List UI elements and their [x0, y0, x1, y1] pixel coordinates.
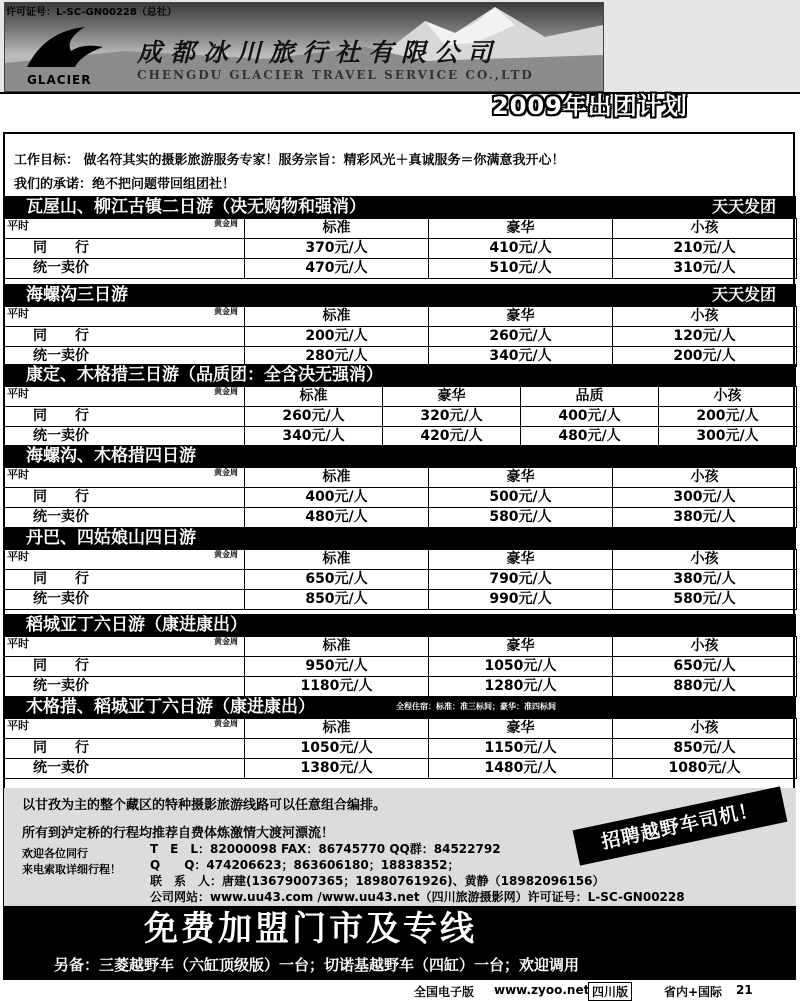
golden-week-label: 黄金周 — [214, 719, 238, 728]
unified-price-cell: 850元/人 — [245, 590, 429, 610]
price-column-header: 小孩 — [613, 219, 797, 239]
recruit-badge: 招聘越野车司机！ — [573, 786, 788, 865]
unified-label: 统一卖价 — [5, 590, 245, 610]
company-name-en: CHENGDU GLACIER TRAVEL SERVICE CO.,LTD — [137, 68, 534, 82]
tour-title-bar — [4, 196, 796, 218]
unified-price-row — [5, 759, 797, 779]
price-column-header: 标准 — [245, 550, 429, 570]
regular-period-label: 平时 — [7, 550, 29, 563]
price-column-header: 豪华 — [429, 219, 613, 239]
unified-label: 统一卖价 — [5, 259, 245, 279]
unified-price-cell: 480元/人 — [521, 427, 659, 447]
golden-week-label: 黄金周 — [214, 307, 238, 316]
unified-price-cell: 1180元/人 — [245, 677, 429, 697]
peer-price-cell: 500元/人 — [429, 488, 613, 508]
peer-price-cell: 370元/人 — [245, 239, 429, 259]
glacier-logo-icon — [25, 25, 105, 69]
unified-price-row — [5, 427, 797, 447]
join-title: 免费加盟门市及专线 — [144, 909, 477, 949]
tour-title-bar — [4, 284, 796, 306]
unified-price-cell: 420元/人 — [383, 427, 521, 447]
unified-price-cell: 480元/人 — [245, 508, 429, 528]
tour-title: 稻城亚丁六日游（康进康出） — [26, 615, 247, 635]
price-column-header: 标准 — [245, 719, 429, 739]
price-column-header: 标准 — [245, 468, 429, 488]
price-table — [4, 718, 797, 779]
price-column-header: 小孩 — [613, 468, 797, 488]
unified-price-cell: 990元/人 — [429, 590, 613, 610]
peer-price-cell: 850元/人 — [613, 739, 797, 759]
price-header-row — [5, 550, 797, 570]
price-header-row — [5, 219, 797, 239]
our-promise: 我们的承诺：绝不把问题带回组团社！ — [14, 177, 236, 192]
peer-price-row — [5, 657, 797, 677]
price-table — [4, 386, 797, 447]
tour-title: 丹巴、四姑娘山四日游 — [26, 528, 196, 548]
promo-line-2: 所有到泸定桥的行程均推荐自费体炼激情大渡河漂流！ — [22, 826, 335, 841]
footer-edition: 全国电子版 — [414, 985, 475, 999]
period-label-cell — [5, 307, 245, 327]
price-column-header: 品质 — [521, 387, 659, 407]
promo-line-1: 以甘孜为主的整个藏区的特种摄影旅游线路可以任意组合编排。 — [22, 798, 387, 813]
welcome-line-2: 来电索取详细行程！ — [22, 863, 121, 876]
price-column-header: 小孩 — [659, 387, 797, 407]
contact-qq: Q Q：474206623；863606180；18838352； — [150, 858, 460, 872]
peer-price-cell: 380元/人 — [613, 570, 797, 590]
price-column-header: 小孩 — [613, 550, 797, 570]
peer-price-cell: 300元/人 — [613, 488, 797, 508]
peer-price-cell: 200元/人 — [245, 327, 429, 347]
price-column-header: 豪华 — [429, 550, 613, 570]
unified-price-row — [5, 259, 797, 279]
peer-label: 同 行 — [5, 488, 245, 508]
price-column-header: 豪华 — [429, 637, 613, 657]
tour-title-bar — [4, 696, 796, 718]
vehicle-note: 另备：三菱越野车（六缸顶级版）一台；切诺基越野车（四缸）一台；欢迎调用 — [54, 956, 580, 974]
unified-price-cell: 1480元/人 — [429, 759, 613, 779]
regular-period-label: 平时 — [7, 637, 29, 650]
tour-frequency: 天天发团 — [711, 285, 776, 304]
price-column-header: 豪华 — [383, 387, 521, 407]
price-table — [4, 549, 797, 610]
unified-price-cell: 1280元/人 — [429, 677, 613, 697]
peer-price-cell: 400元/人 — [521, 407, 659, 427]
welcome-note — [22, 846, 121, 878]
join-banner — [4, 906, 796, 980]
peer-price-cell: 260元/人 — [245, 407, 383, 427]
peer-price-cell: 1050元/人 — [429, 657, 613, 677]
price-column-header: 标准 — [245, 307, 429, 327]
peer-price-cell: 1050元/人 — [245, 739, 429, 759]
unified-price-cell: 200元/人 — [613, 347, 797, 367]
peer-price-row — [5, 739, 797, 759]
unified-price-cell: 580元/人 — [613, 590, 797, 610]
peer-price-cell: 260元/人 — [429, 327, 613, 347]
peer-price-cell: 400元/人 — [245, 488, 429, 508]
unified-price-cell: 470元/人 — [245, 259, 429, 279]
unified-label: 统一卖价 — [5, 677, 245, 697]
price-column-header: 豪华 — [429, 468, 613, 488]
period-label-cell — [5, 719, 245, 739]
tour-title-bar — [4, 527, 796, 549]
tour-title-bar — [4, 445, 796, 467]
peer-price-cell: 320元/人 — [383, 407, 521, 427]
welcome-line-1: 欢迎各位同行 — [22, 847, 88, 860]
contact-tel: T E L：82000098 FAX：86745770 QQ群：84522792 — [150, 842, 501, 856]
price-column-header: 小孩 — [613, 719, 797, 739]
unified-price-cell: 280元/人 — [245, 347, 429, 367]
tour-title: 康定、木格措三日游（品质团：全含决无强消） — [26, 365, 383, 385]
unified-price-cell: 300元/人 — [659, 427, 797, 447]
golden-week-label: 黄金周 — [214, 550, 238, 559]
unified-price-row — [5, 508, 797, 528]
price-column-header: 小孩 — [613, 637, 797, 657]
peer-price-row — [5, 488, 797, 508]
price-table — [4, 218, 797, 279]
unified-price-cell: 310元/人 — [613, 259, 797, 279]
golden-week-label: 黄金周 — [214, 468, 238, 477]
price-table — [4, 467, 797, 528]
price-table — [4, 306, 797, 367]
tour-title: 木格措、稻城亚丁六日游（康进康出） — [26, 697, 315, 717]
footer-region: 四川版 — [588, 982, 632, 1001]
regular-period-label: 平时 — [7, 387, 29, 400]
company-name-cn: 成都冰川旅行社有限公司 — [137, 38, 501, 67]
unified-label: 统一卖价 — [5, 347, 245, 367]
contact-website: 公司网站：www.uu43.com /www.uu43.net（四川旅游摄影网）许可证号：L-SC-GN00228 — [150, 890, 685, 904]
unified-price-row — [5, 590, 797, 610]
golden-week-label: 黄金周 — [214, 387, 238, 396]
tour-title-bar — [4, 614, 796, 636]
peer-price-cell: 120元/人 — [613, 327, 797, 347]
peer-price-row — [5, 570, 797, 590]
unified-price-cell: 1080元/人 — [613, 759, 797, 779]
unified-label: 统一卖价 — [5, 508, 245, 528]
period-label-cell — [5, 550, 245, 570]
unified-price-cell: 580元/人 — [429, 508, 613, 528]
price-header-row — [5, 719, 797, 739]
regular-period-label: 平时 — [7, 307, 29, 320]
golden-week-label: 黄金周 — [214, 637, 238, 646]
page-number: 21 — [736, 983, 753, 997]
plan-title: 2009年出团计划 — [492, 92, 688, 120]
peer-price-row — [5, 327, 797, 347]
price-header-row — [5, 468, 797, 488]
price-column-header: 豪华 — [429, 307, 613, 327]
price-column-header: 标准 — [245, 637, 429, 657]
regular-period-label: 平时 — [7, 219, 29, 232]
peer-price-cell: 650元/人 — [245, 570, 429, 590]
price-column-header: 标准 — [245, 219, 429, 239]
unified-price-cell: 340元/人 — [429, 347, 613, 367]
peer-price-row — [5, 407, 797, 427]
peer-price-cell: 950元/人 — [245, 657, 429, 677]
peer-price-cell: 410元/人 — [429, 239, 613, 259]
tour-note: 全程住宿：标准：准三标间；豪华：准四标间 — [396, 702, 556, 711]
regular-period-label: 平时 — [7, 468, 29, 481]
unified-price-cell: 510元/人 — [429, 259, 613, 279]
peer-label: 同 行 — [5, 407, 245, 427]
unified-label: 统一卖价 — [5, 759, 245, 779]
footer-url[interactable]: www.zyoo.net — [494, 983, 590, 997]
tour-title: 海螺沟、木格措四日游 — [26, 446, 196, 466]
unified-price-cell: 380元/人 — [613, 508, 797, 528]
peer-label: 同 行 — [5, 239, 245, 259]
peer-label: 同 行 — [5, 739, 245, 759]
period-label-cell — [5, 468, 245, 488]
price-column-header: 豪华 — [429, 719, 613, 739]
peer-price-cell: 210元/人 — [613, 239, 797, 259]
peer-price-cell: 1150元/人 — [429, 739, 613, 759]
unified-price-cell: 340元/人 — [245, 427, 383, 447]
footer-scope: 省内+国际 — [664, 985, 723, 999]
unified-label: 统一卖价 — [5, 427, 245, 447]
peer-label: 同 行 — [5, 657, 245, 677]
peer-price-cell: 790元/人 — [429, 570, 613, 590]
peer-price-cell: 200元/人 — [659, 407, 797, 427]
golden-week-label: 黄金周 — [214, 219, 238, 228]
period-label-cell — [5, 387, 245, 407]
price-column-header: 小孩 — [613, 307, 797, 327]
unified-price-cell: 1380元/人 — [245, 759, 429, 779]
unified-price-row — [5, 677, 797, 697]
tour-frequency: 天天发团 — [711, 197, 776, 216]
tour-title-bar — [4, 364, 796, 386]
price-header-row — [5, 637, 797, 657]
license-number: 许可证号：L-SC-GN00228（总社） — [6, 7, 177, 18]
period-label-cell — [5, 219, 245, 239]
unified-price-cell: 880元/人 — [613, 677, 797, 697]
price-column-header: 标准 — [245, 387, 383, 407]
tour-title: 瓦屋山、柳江古镇二日游（决无购物和强消） — [26, 197, 366, 217]
logo-text: GLACIER — [27, 73, 92, 87]
price-header-row — [5, 307, 797, 327]
peer-label: 同 行 — [5, 570, 245, 590]
peer-label: 同 行 — [5, 327, 245, 347]
work-goal: 工作目标： 做名符其实的摄影旅游服务专家！服务宗旨：精彩风光＋真诚服务＝你满意我开心！ — [14, 153, 565, 168]
price-table — [4, 636, 797, 697]
tour-title: 海螺沟三日游 — [26, 285, 128, 305]
peer-price-row — [5, 239, 797, 259]
period-label-cell — [5, 637, 245, 657]
regular-period-label: 平时 — [7, 719, 29, 732]
peer-price-cell: 650元/人 — [613, 657, 797, 677]
page-footer — [0, 982, 800, 1000]
contact-person: 联 系 人：唐建(13679007365；18980761926)、黄静（18982096156） — [150, 874, 605, 888]
price-header-row — [5, 387, 797, 407]
